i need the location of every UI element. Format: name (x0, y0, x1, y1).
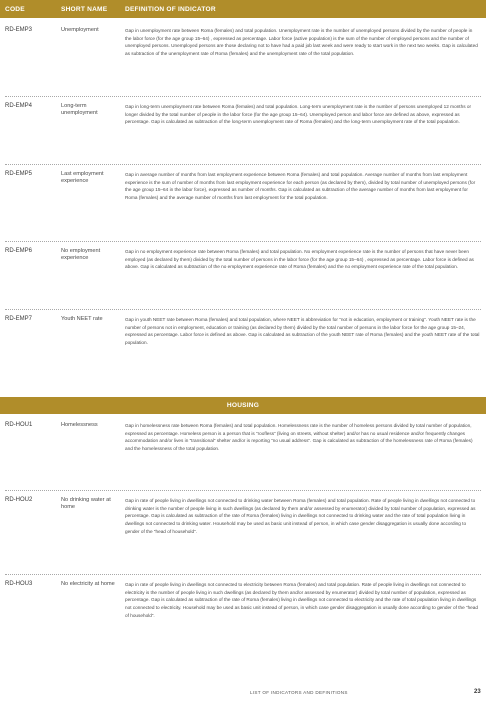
page-number: 23 (474, 689, 481, 695)
indicator-short-name: Unemployment (61, 27, 99, 33)
row-divider (5, 164, 481, 165)
indicator-definition: Gap in long-term unemployment rate between Roma (females) and total population. Long-term unemployment rate is the number of persons unemployed 12 months or longer divided by the total number of people in the labor force (for the age group 15–64). Unemployed person and labor force are defined as above, expressed as percentage. Gap is calculated as subtraction of the long-term unemployment rate of Roma (females) and the long-term unemployment rate of the total population. (125, 104, 472, 125)
row-divider (5, 574, 481, 575)
indicator-short-name: No employment experience (61, 248, 101, 262)
indicator-code: RD-HOU2 (5, 497, 33, 503)
header-definition: DEFINITION OF INDICATOR (125, 5, 216, 13)
indicator-definition: Gap in rate of people living in dwellings not connected to drinking water between Roma (females) and total population. Rate of people living in dwellings not connected to drinking water is the number of people living in such dwellings (as declared by them and/or assessed by enumerator) divided by total number of population, expressed as percentage. Gap is calculated as subtraction of the rate of Roma (females) living in dwellings not connected to drinking water and the rate of total population living in dwellings not connected to drinking water. Household may be used as basic unit instead of person, in which case gender disaggregation is usually done according to gender of the “head of household”. (125, 498, 476, 534)
indicator-code: RD-HOU1 (5, 422, 33, 428)
indicator-short-name: Youth NEET rate (61, 316, 103, 322)
indicator-short-name: Long-term unemployment (61, 103, 98, 117)
indicator-code: RD-EMP7 (5, 316, 33, 322)
indicator-definition: Gap in unemployment rate between Roma (females) and total population. Unemployment rate is the number of unemployed persons divided by the number of people in the labor force (for the age group 15–64) , expressed as percentage. Labor force (active population) is the sum of the number of employed persons and the number of unemployed persons. Unemployed persons are those declaring not to have had a paid job last week and were ready to start work in the next two weeks. Gap is calculated as subtraction of the unemployment rate of Roma (females) and the unemployment rate of the total population. (125, 28, 478, 57)
footer-title: LIST OF INDICATORS AND DEFINITIONS (250, 690, 348, 695)
indicator-code: RD-EMP4 (5, 103, 33, 109)
indicator-definition: Gap in youth NEET rate between Roma (females) and total population, where NEET is abbreviation for “not in education, employment or training”. Youth NEET rate is the number of persons not in employment, education or training (as declared by them) divided by the total number of persons in the labor force for the age group 15–24, expressed as percentage. Labor force is defined as above. Gap is calculated as subtraction of the youth NEET rate of Roma (females) and the youth NEET rate of the total population. (125, 317, 480, 346)
row-divider (5, 309, 481, 310)
row-divider (5, 490, 481, 491)
indicator-short-name: No drinking water at home (61, 497, 111, 511)
indicator-short-name: Homelessness (61, 422, 98, 428)
header-short-name: SHORT NAME (61, 5, 108, 13)
header-code: CODE (5, 5, 25, 13)
row-divider (5, 96, 481, 97)
indicator-code: RD-EMP3 (5, 27, 33, 33)
row-divider (5, 241, 481, 242)
indicator-code: RD-EMP5 (5, 171, 33, 177)
indicator-code: RD-EMP6 (5, 248, 33, 254)
indicator-definition: Gap in no employment experience rate between Roma (females) and total population. No employment experience rate is the number of persons that have never been employed (as declared by them) divided by the total number of persons in the labor force (for the age group 15–64) , expressed as percentage. Labor force is defined as above. Gap is calculated as subtraction of the no employment experience rate of Roma (females) and the no employment experience rate of the total population. (125, 249, 474, 270)
indicator-definition: Gap in average number of months from last employment experience between Roma (females) and total population. Average number of months from last employment experience is the sum of number of months from last employment experience for each person (as declared by them), divided by total number of unemployed persons (for the age group 15–64 in the labor force), expressed as number of months. Gap is calculated as subtraction of the average number of months from last employment for Roma (females) and the average number of months from last employment for the total population. (125, 172, 476, 201)
indicator-short-name: No electricity at home (61, 581, 115, 587)
indicator-code: RD-HOU3 (5, 581, 33, 587)
indicator-definition: Gap in homelessness rate between Roma (females) and total population. Homelessness rate is the number of homeless persons divided by total number of population, expressed as percentage. Homeless person is a person that is “roofless” (living on streets, without shelter) and/or has no usual residence and/or frequently changes accommodation and/or lives in “transitional” shelter and/or is reporting “no usual address”. Gap is calculated as subtraction of the homelessness rate of Roma (females) and the homelessness of the total population. (125, 423, 473, 452)
section-header-housing: HOUSING (0, 397, 486, 414)
table-header (0, 0, 486, 18)
indicator-definition: Gap in rate of people living in dwellings not connected to electricity between Roma (females) and total population. Rate of people living in dwellings not connected to electricity is the number of people living in such dwellings (as declared by them and/or assessed by enumerator) divided by total number of population, expressed as percentage. Gap is calculated as subtraction of the rate of Roma (females) living in dwellings not connected to electricity and the rate of total population living in dwellings not connected to electricity. Household may be used as basic unit instead of person, in which case gender disaggregation is usually done according to gender of the “head of household”. (125, 582, 478, 618)
indicator-short-name: Last employment experience (61, 171, 104, 185)
